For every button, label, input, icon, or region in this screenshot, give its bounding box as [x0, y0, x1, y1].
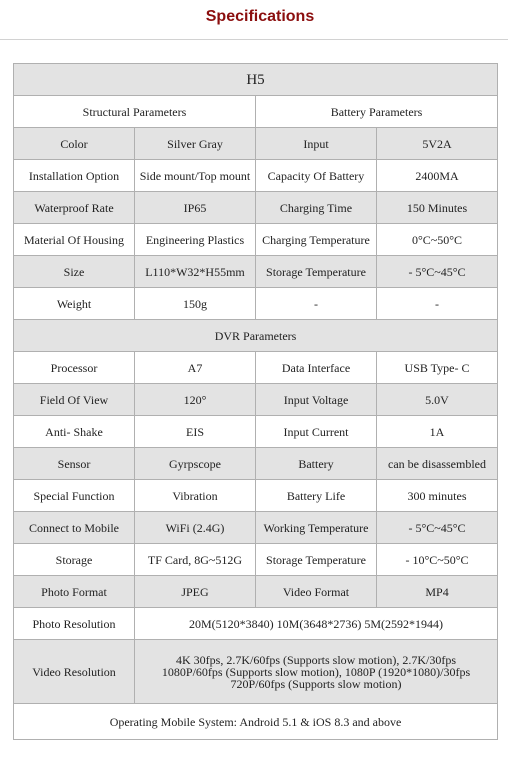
spec-label: Waterproof Rate [14, 192, 135, 224]
table-row [14, 128, 498, 160]
battery-label: Video Format [256, 576, 377, 608]
spec-label: Processor [14, 352, 135, 384]
battery-label: Charging Temperature [256, 224, 377, 256]
spec-label: Sensor [14, 448, 135, 480]
table-row [14, 352, 498, 384]
title-divider [0, 39, 508, 40]
table-row [14, 224, 498, 256]
table-row [14, 384, 498, 416]
spec-label: Photo Format [14, 576, 135, 608]
battery-parameters-header: Battery Parameters [256, 96, 498, 128]
video-resolution-line: 1080P/60fps (Supports slow motion), 1080P (1920*1080)/30fps [161, 664, 471, 679]
battery-value: - 5°C~45°C [377, 256, 498, 288]
spec-label: Field Of View [14, 384, 135, 416]
table-row [14, 160, 498, 192]
table-row [14, 256, 498, 288]
spec-label: Size [14, 256, 135, 288]
video-resolution-label: Video Resolution [14, 640, 135, 704]
spec-value: JPEG [135, 576, 256, 608]
battery-label: Charging Time [256, 192, 377, 224]
battery-label: Capacity Of Battery [256, 160, 377, 192]
battery-label: Storage Temperature [256, 256, 377, 288]
battery-value: can be disassembled [377, 448, 498, 480]
battery-value: 0°C~50°C [377, 224, 498, 256]
dvr-parameters-header: DVR Parameters [14, 320, 498, 352]
table-row [14, 192, 498, 224]
battery-value: USB Type- C [377, 352, 498, 384]
spec-label: Installation Option [14, 160, 135, 192]
spec-value: 150g [135, 288, 256, 320]
battery-value: 2400MA [377, 160, 498, 192]
operating-system-note: Operating Mobile System: Android 5.1 & iOS 8.3 and above [14, 704, 498, 740]
battery-label: Storage Temperature [256, 544, 377, 576]
table-row [14, 608, 498, 640]
spec-value: Engineering Plastics [135, 224, 256, 256]
video-resolution-value [135, 640, 498, 704]
spec-value: TF Card, 8G~512G [135, 544, 256, 576]
table-row [14, 480, 498, 512]
table-row [14, 448, 498, 480]
battery-label: Battery Life [256, 480, 377, 512]
battery-value: 1A [377, 416, 498, 448]
battery-value: 5.0V [377, 384, 498, 416]
model-name: H5 [14, 64, 498, 96]
spec-label: Anti- Shake [14, 416, 135, 448]
battery-label: Battery [256, 448, 377, 480]
table-row [14, 544, 498, 576]
spec-label: Storage [14, 544, 135, 576]
table-row [14, 288, 498, 320]
spec-value: Side mount/Top mount [135, 160, 256, 192]
photo-resolution-label: Photo Resolution [14, 608, 135, 640]
table-row [14, 320, 498, 352]
page-title: Specifications [205, 8, 315, 25]
spec-value: EIS [135, 416, 256, 448]
battery-label: Data Interface [256, 352, 377, 384]
battery-value: - [377, 288, 498, 320]
battery-value: 150 Minutes [377, 192, 498, 224]
spec-value: Gyrpscope [135, 448, 256, 480]
table-row [14, 704, 498, 740]
photo-resolution-value: 20M(5120*3840) 10M(3648*2736) 5M(2592*1944) [135, 608, 498, 640]
battery-value: MP4 [377, 576, 498, 608]
spec-value: 120° [135, 384, 256, 416]
specifications-table [13, 63, 498, 740]
spec-label: Weight [14, 288, 135, 320]
table-row [14, 512, 498, 544]
spec-value: Vibration [135, 480, 256, 512]
battery-label: Input Current [256, 416, 377, 448]
battery-label: Input [256, 128, 377, 160]
table-row [14, 416, 498, 448]
battery-value: - 10°C~50°C [377, 544, 498, 576]
table-row [14, 640, 498, 704]
spec-value: L110*W32*H55mm [135, 256, 256, 288]
table-row [14, 576, 498, 608]
spec-label: Color [14, 128, 135, 160]
spec-value: WiFi (2.4G) [135, 512, 256, 544]
spec-value: Silver Gray [135, 128, 256, 160]
spec-label: Material Of Housing [14, 224, 135, 256]
spec-value: IP65 [135, 192, 256, 224]
battery-label: Input Voltage [256, 384, 377, 416]
battery-label: Working Temperature [256, 512, 377, 544]
battery-label: - [256, 288, 377, 320]
spec-value: A7 [135, 352, 256, 384]
video-resolution-line: 720P/60fps (Supports slow motion) [230, 676, 402, 691]
video-resolution-line: 4K 30fps, 2.7K/60fps (Supports slow motion), 2.7K/30fps [176, 652, 457, 667]
spec-label: Special Function [14, 480, 135, 512]
structural-parameters-header: Structural Parameters [14, 96, 256, 128]
battery-value: - 5°C~45°C [377, 512, 498, 544]
battery-value: 5V2A [377, 128, 498, 160]
battery-value: 300 minutes [377, 480, 498, 512]
spec-label: Connect to Mobile [14, 512, 135, 544]
